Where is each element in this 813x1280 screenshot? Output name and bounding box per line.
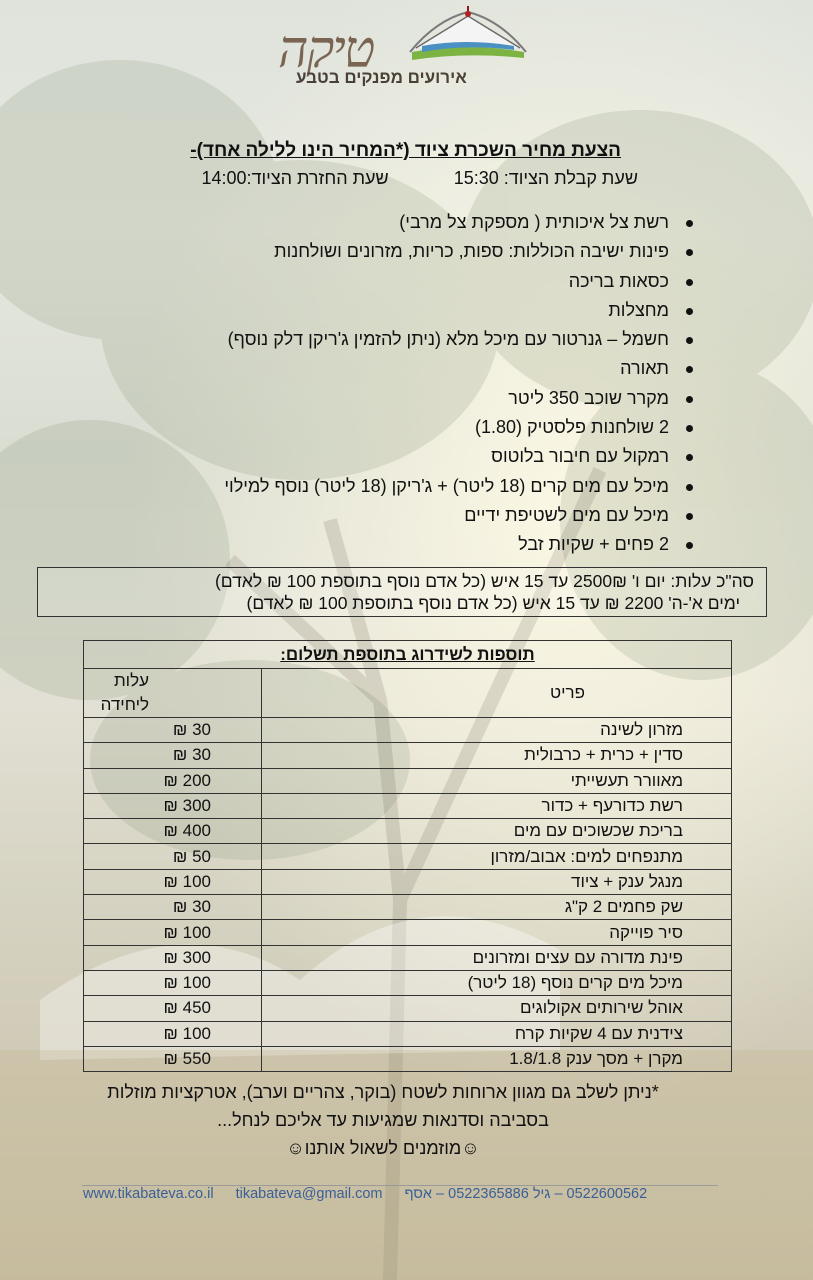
item-cell: מנגל ענק + ציוד (262, 869, 732, 894)
table-row (84, 996, 732, 1021)
price-cell: 100 ₪ (84, 970, 262, 995)
total-cost-weekend: סה"כ עלות: יום ו' 2500₪ עד 15 איש (כל אדם נוסף בתוספת 100 ₪ לאדם) (214, 571, 754, 591)
list-item: מחצלות (224, 296, 695, 325)
note-line: בסביבה וסדנאות שמגיעות עד אליכם לנחל... (217, 1110, 549, 1130)
list-item: רשת צל איכותית ( מספקת צל מרבי) (224, 208, 695, 237)
item-cell: מיכל מים קרים נוסף (18 ליטר) (262, 970, 732, 995)
price-cell: 100 ₪ (84, 1021, 262, 1046)
price-cell: 300 ₪ (84, 793, 262, 818)
addons-table-caption: תוספות לשידרוג בתוספת תשלום: (84, 641, 732, 669)
table-row (84, 768, 732, 793)
page-title: הצעת מחיר השכרת ציוד (*המחיר הינו ללילה אחד)- (190, 140, 621, 161)
price-cell: 30 ₪ (84, 718, 262, 743)
note-line: ☺מוזמנים לשאול אותנו☺ (286, 1138, 480, 1158)
item-cell: פינת מדורה עם עצים ומזרונים (262, 945, 732, 970)
column-header-item: פריט (262, 669, 732, 718)
column-header-price: עלות ליחידה (84, 669, 262, 718)
phone-numbers: 0522600562 – גיל 0522365886 – אסף (404, 1186, 648, 1202)
table-row (84, 869, 732, 894)
price-cell: 300 ₪ (84, 945, 262, 970)
price-cell: 100 ₪ (84, 869, 262, 894)
list-item: 2 פחים + שקיות זבל (224, 530, 695, 559)
list-item: פינות ישיבה הכוללות: ספות, כריות, מזרונים ושולחנות (224, 237, 695, 266)
price-cell: 30 ₪ (84, 743, 262, 768)
website-link[interactable]: www.tikabateva.co.il (83, 1186, 214, 1202)
price-cell: 50 ₪ (84, 844, 262, 869)
table-row (84, 844, 732, 869)
total-cost-box (37, 567, 767, 617)
price-cell: 550 ₪ (84, 1046, 262, 1071)
price-cell: 450 ₪ (84, 996, 262, 1021)
table-row (84, 945, 732, 970)
item-cell: מזרון לשינה (262, 718, 732, 743)
logo (278, 2, 528, 124)
table-row (84, 920, 732, 945)
item-cell: בריכת שכשוכים עם מים (262, 819, 732, 844)
item-cell: צידנית עם 4 שקיות קרח (262, 1021, 732, 1046)
list-item: 2 שולחנות פלסטיק (1.80) (224, 413, 695, 442)
return-time: שעת החזרת הציוד:14:00 (201, 168, 389, 188)
table-row (84, 1046, 732, 1071)
footer-contact (83, 1186, 665, 1202)
list-item: מיכל עם מים לשטיפת ידיים (224, 501, 695, 530)
table-row (84, 819, 732, 844)
list-item: מיכל עם מים קרים (18 ליטר) + ג'ריקן (18 ליטר) נוסף למילוי (224, 472, 695, 501)
list-item: חשמל – גנרטור עם מיכל מלא (ניתן להזמין ג'ריקן דלק נוסף) (224, 325, 695, 354)
table-row (84, 718, 732, 743)
list-item: רמקול עם חיבור בלוטוס (224, 442, 695, 471)
item-cell: שק פחמים 2 ק"ג (262, 895, 732, 920)
addons-table (83, 640, 732, 1072)
price-cell: 400 ₪ (84, 819, 262, 844)
item-cell: אוהל שירותים אקולוגים (262, 996, 732, 1021)
extras-note (53, 1078, 713, 1162)
table-row (84, 1021, 732, 1046)
item-cell: מקרן + מסך ענק 1.8/1.8 (262, 1046, 732, 1071)
logo-tagline: אירועים מפנקים בטבע (296, 68, 467, 87)
table-row (84, 895, 732, 920)
table-header-row (84, 669, 732, 718)
price-cell: 100 ₪ (84, 920, 262, 945)
logo-wordmark: טיקה (278, 20, 374, 80)
list-item: תאורה (224, 354, 695, 383)
table-row (84, 743, 732, 768)
note-line: *ניתן לשלב גם מגוון ארוחות לשטח (בוקר, צהריים וערב), אטרקציות מוזלות (107, 1082, 659, 1102)
item-cell: מאוורר תעשייתי (262, 768, 732, 793)
list-item: כסאות בריכה (224, 267, 695, 296)
list-item: מקרר שוכב 350 ליטר (224, 384, 695, 413)
price-cell: 200 ₪ (84, 768, 262, 793)
item-cell: מתנפחים למים: אבוב/מזרון (262, 844, 732, 869)
price-cell: 30 ₪ (84, 895, 262, 920)
total-cost-weekdays: ימים א'-ה' 2200 ₪ עד 15 איש (כל אדם נוסף בתוספת 100 ₪ לאדם) (246, 593, 740, 613)
receive-time: שעת קבלת הציוד: 15:30 (453, 168, 638, 188)
included-items-list (224, 208, 695, 560)
tent-logo-icon (406, 2, 530, 62)
equipment-times (201, 168, 638, 189)
email-link[interactable]: tikabateva@gmail.com (235, 1186, 383, 1202)
item-cell: סיר פוייקה (262, 920, 732, 945)
table-row (84, 793, 732, 818)
item-cell: סדין + כרית + כרבולית (262, 743, 732, 768)
item-cell: רשת כדורעף + כדור (262, 793, 732, 818)
table-row (84, 970, 732, 995)
